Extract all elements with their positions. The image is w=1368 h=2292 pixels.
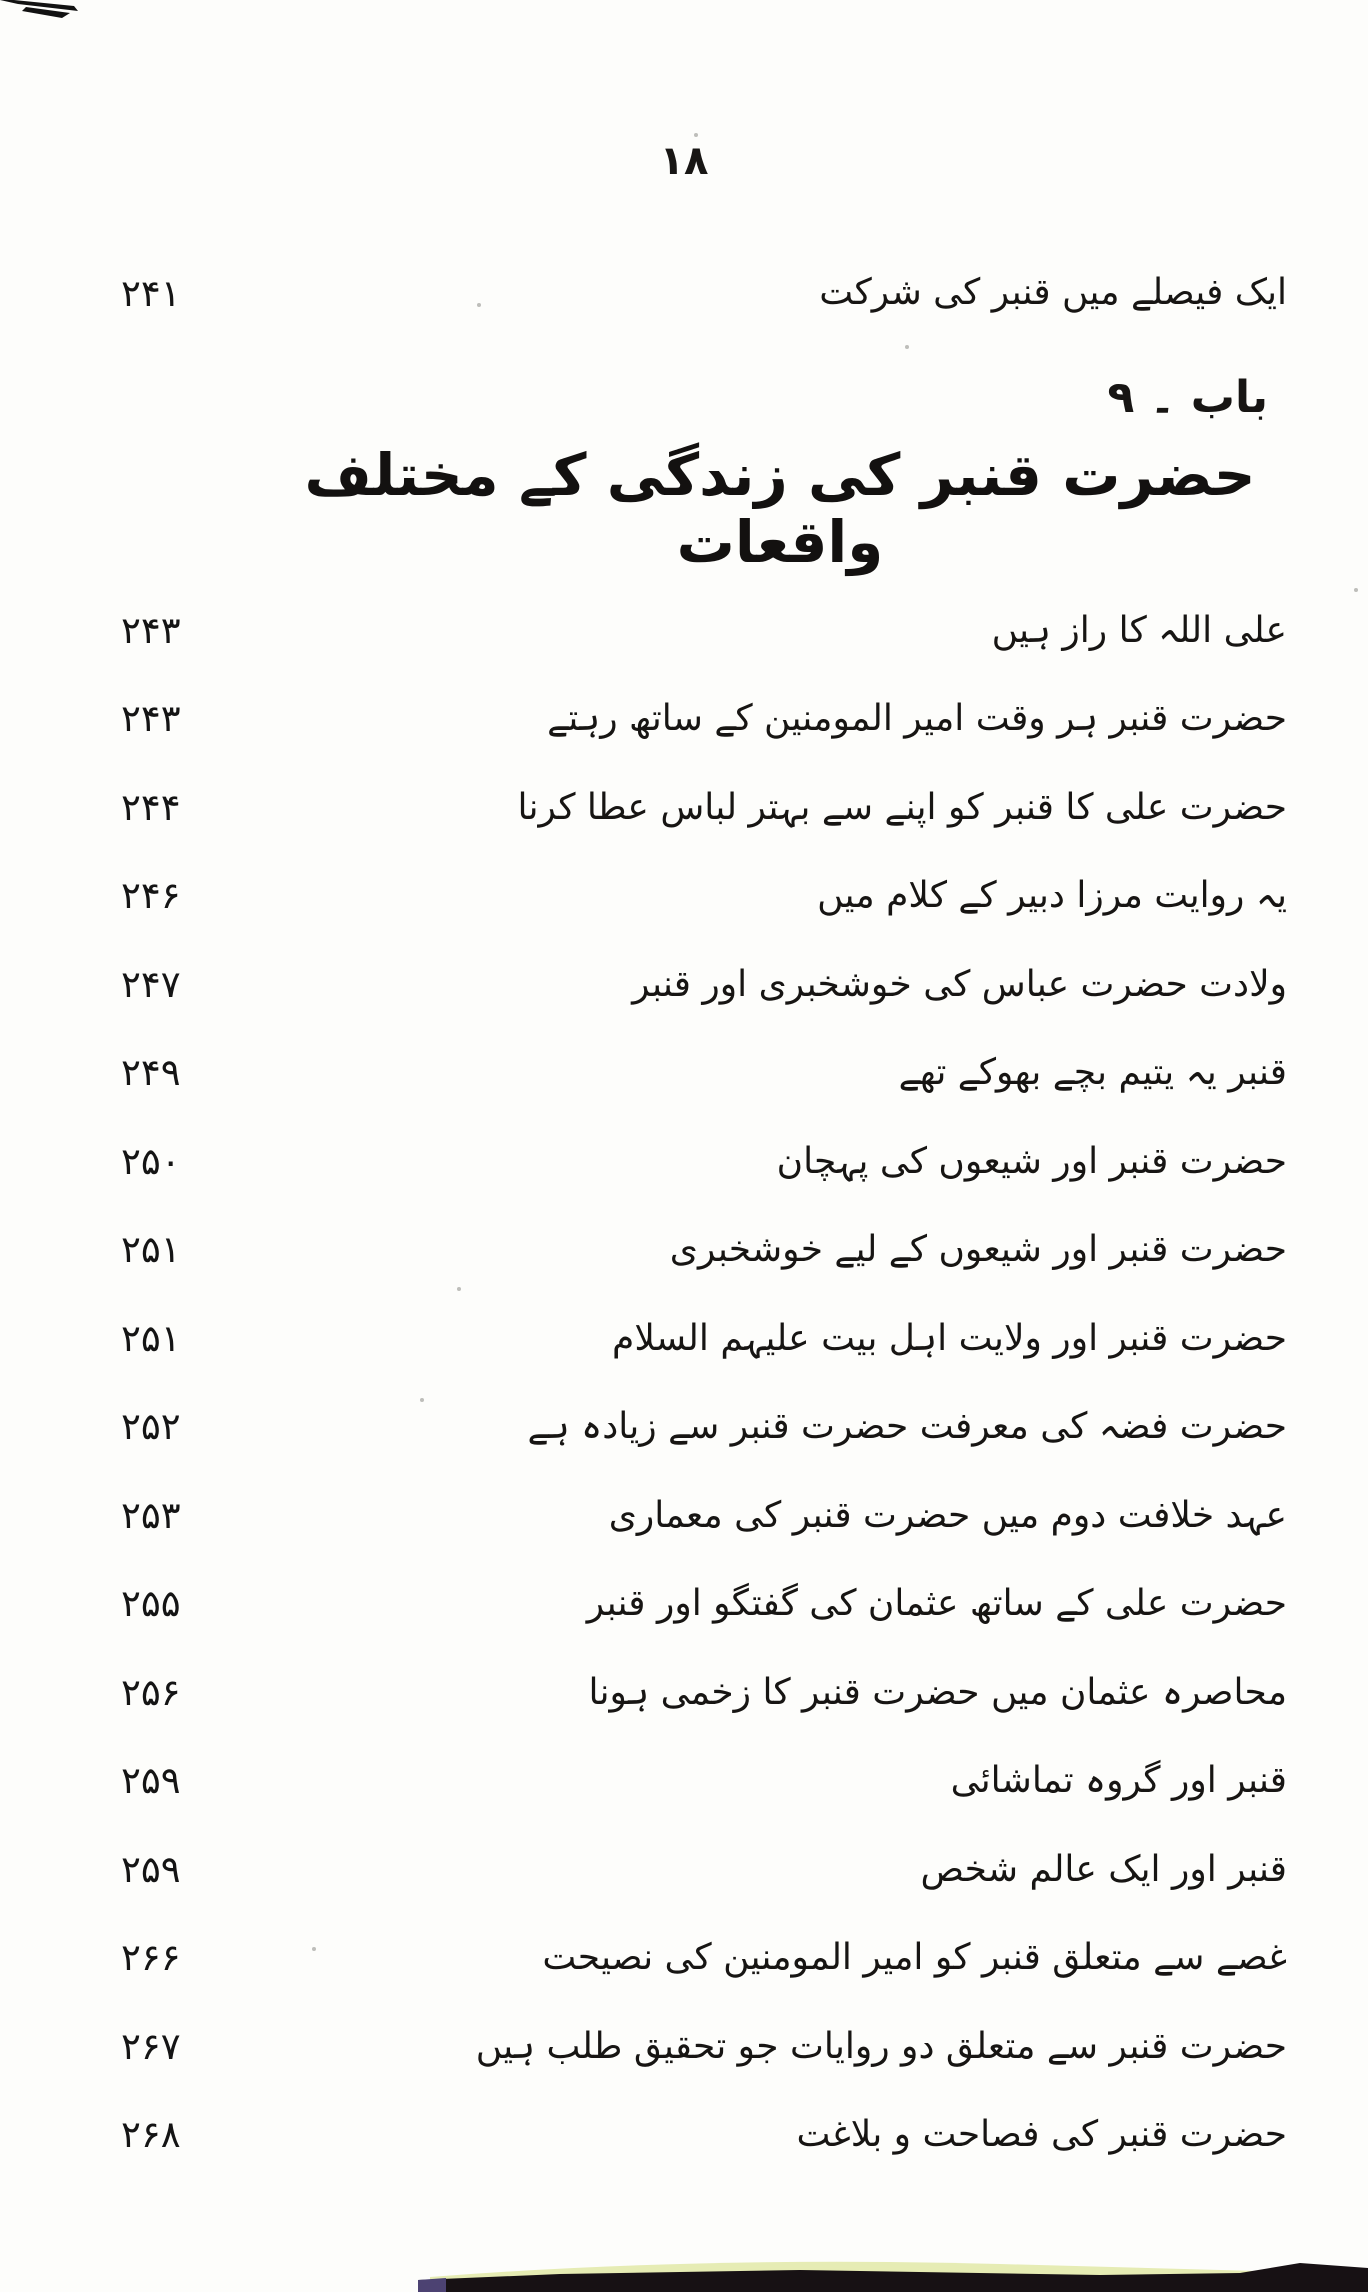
entry-page-number: ۲۵۹ — [121, 1759, 181, 1803]
toc-entry — [115, 586, 1287, 675]
entry-page-number: ۲۵۵ — [121, 1582, 181, 1626]
scan-speck — [905, 345, 909, 349]
entry-title: حضرت قنبر اور ولایت اہل بیت علیہم السلام — [612, 1317, 1287, 1359]
entry-title: محاصرہ عثمان میں حضرت قنبر کا زخمی ہونا — [588, 1671, 1287, 1713]
entry-title: علی اللہ کا راز ہیں — [991, 609, 1287, 651]
toc-entry — [115, 763, 1287, 852]
toc-entry — [115, 2091, 1287, 2180]
scan-speck — [694, 133, 698, 137]
entry-title: قنبر یہ یتیم بچے بھوکے تھے — [898, 1052, 1287, 1094]
entry-page-number: ۲۵۹ — [121, 1847, 181, 1891]
toc-entry — [115, 852, 1287, 941]
toc-entry — [115, 1206, 1287, 1295]
entry-page-number: ۲۵۱ — [121, 1316, 181, 1360]
entry-title: حضرت قنبر کی فصاحت و بلاغت — [796, 2114, 1287, 2156]
toc-entry — [115, 1560, 1287, 1649]
entry-title: حضرت قنبر سے متعلق دو روایات جو تحقیق طلب ہیں — [475, 2025, 1287, 2067]
toc-entry — [115, 255, 1287, 331]
entry-page-number: ۲۴۱ — [121, 271, 181, 315]
entry-page-number: ۲۴۳ — [121, 697, 181, 741]
toc-entry — [115, 1737, 1287, 1826]
entry-page-number: ۲۶۶ — [121, 1936, 181, 1980]
toc-entry — [115, 1117, 1287, 1206]
entry-title: حضرت فضہ کی معرفت حضرت قنبر سے زیادہ ہے — [527, 1406, 1287, 1448]
entry-title: حضرت قنبر اور شیعوں کے لیے خوشخبری — [669, 1229, 1287, 1271]
entry-title: ولادت حضرت عباس کی خوشخبری اور قنبر — [632, 963, 1287, 1005]
entry-title: ایک فیصلے میں قنبر کی شرکت — [819, 272, 1287, 314]
chapter-label: باب ۔ ۹ — [1107, 372, 1268, 423]
scan-speck — [1354, 588, 1358, 592]
toc-entry — [115, 1383, 1287, 1472]
toc-entry — [115, 1648, 1287, 1737]
entry-page-number: ۲۴۷ — [121, 962, 181, 1006]
entry-title: قنبر اور ایک عالم شخص — [920, 1848, 1287, 1890]
toc-list — [115, 586, 1287, 2179]
entry-title: عہد خلافت دوم میں حضرت قنبر کی معماری — [608, 1494, 1287, 1536]
entry-page-number: ۲۵۰ — [121, 1139, 181, 1183]
entry-title: حضرت قنبر ہر وقت امیر المومنین کے ساتھ رہتے — [547, 698, 1287, 740]
toc-entry — [115, 2002, 1287, 2091]
entry-title: حضرت علی کے ساتھ عثمان کی گفتگو اور قنبر — [586, 1583, 1287, 1625]
page-number: ۱۸ — [659, 138, 709, 184]
entry-page-number: ۲۶۷ — [121, 2024, 181, 2068]
entry-page-number: ۲۴۴ — [121, 785, 181, 829]
toc-entry — [115, 1825, 1287, 1914]
entry-page-number: ۲۵۲ — [121, 1405, 181, 1449]
toc-entry — [115, 1471, 1287, 1560]
entry-page-number: ۲۴۹ — [121, 1051, 181, 1095]
toc-entry — [115, 940, 1287, 1029]
entry-page-number: ۲۵۳ — [121, 1493, 181, 1537]
toc-entry — [115, 675, 1287, 764]
entry-title: یہ روایت مرزا دبیر کے کلام میں — [817, 875, 1287, 917]
entry-page-number: ۲۶۸ — [121, 2113, 181, 2157]
toc-entry — [115, 1029, 1287, 1118]
entry-title: قنبر اور گروہ تماشائی — [950, 1760, 1287, 1802]
entry-page-number: ۲۴۳ — [121, 608, 181, 652]
chapter-title: حضرت قنبر کی زندگی کے مختلف واقعات — [304, 441, 1256, 576]
entry-title: غصے سے متعلق قنبر کو امیر المومنین کی نصیحت — [542, 1937, 1287, 1979]
entry-page-number: ۲۵۱ — [121, 1228, 181, 1272]
toc-entry — [115, 1914, 1287, 2003]
bottom-scan-edge — [0, 2230, 1368, 2292]
entry-title: حضرت علی کا قنبر کو اپنے سے بہتر لباس عطا کرنا — [517, 786, 1287, 828]
corner-scan-mark-icon — [0, 0, 100, 40]
toc-entry — [115, 1294, 1287, 1383]
entry-title: حضرت قنبر اور شیعوں کی پہچان — [776, 1140, 1287, 1182]
entry-page-number: ۲۴۶ — [121, 874, 181, 918]
entry-page-number: ۲۵۶ — [121, 1670, 181, 1714]
